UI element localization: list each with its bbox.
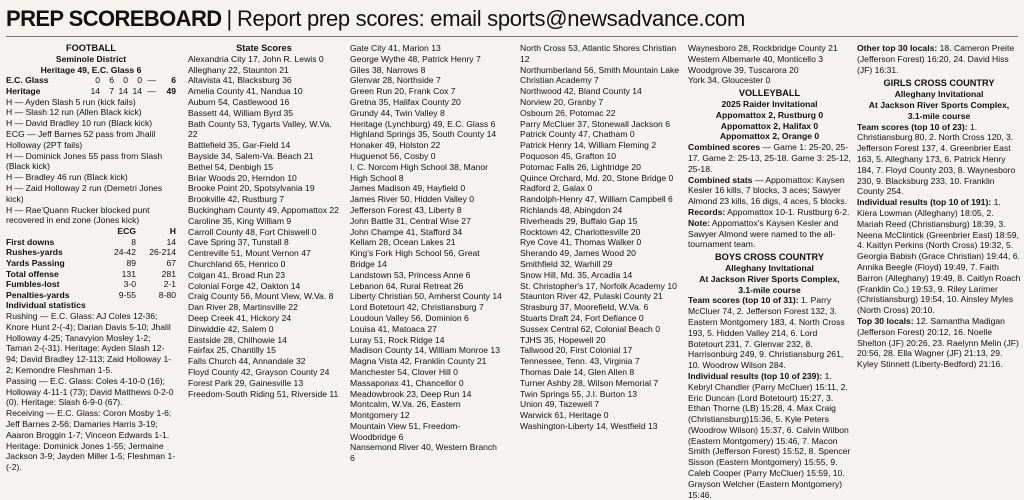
team-stats-row bbox=[6, 290, 176, 301]
score-line: Amelia County 41, Nandua 10 bbox=[188, 86, 303, 97]
score-line: Falls Church 44, Annandale 32 bbox=[188, 356, 306, 367]
linescore-q4: 14 bbox=[132, 85, 142, 96]
team-stats-row bbox=[6, 237, 176, 248]
girls-locals-label: Top 30 locals: bbox=[857, 315, 914, 326]
stat-ecg: 89 bbox=[126, 257, 136, 268]
score-line: Woodgrove 39, Tuscarora 20 bbox=[688, 64, 799, 75]
state-scores-heading: State Scores bbox=[236, 43, 292, 53]
score-line: Craig County 56, Mount View, W.Va. 8 bbox=[188, 291, 334, 302]
linescore-dash: — bbox=[147, 85, 156, 96]
scoring-plays bbox=[6, 97, 176, 227]
stat-label: Yards Passing bbox=[6, 257, 65, 268]
linescore-row bbox=[6, 86, 176, 97]
score-line: Stuarts Draft 24, Fort Defiance 0 bbox=[520, 312, 644, 323]
score-line: Riverheads 29, Buffalo Gap 15 bbox=[520, 215, 638, 226]
stat-ecg: 8 bbox=[131, 236, 136, 247]
volleyball-combined-scores bbox=[688, 142, 851, 174]
score-line: Tallwood 20, First Colonial 17 bbox=[520, 345, 633, 356]
volleyball-event: 2025 Raider Invitational bbox=[721, 98, 818, 109]
stats-header-ecg: ECG bbox=[117, 226, 136, 237]
girls-ind-label: Individual results (top 10 of 191): bbox=[857, 197, 992, 208]
stat-h: 8-80 bbox=[158, 289, 176, 300]
score-line: Thomas Dale 14, Glen Allen 8 bbox=[520, 366, 635, 377]
score-line: Washington-Liberty 14, Westfield 13 bbox=[520, 420, 658, 431]
score-line: Colgan 41, Broad Run 23 bbox=[188, 269, 285, 280]
score-line: Snow Hill, Md. 35, Arcadia 14 bbox=[520, 269, 633, 280]
score-line: Western Albemarle 40, Monticello 3 bbox=[688, 53, 824, 64]
score-line: Forest Park 29, Gainesville 13 bbox=[188, 377, 304, 388]
score-line: Gate City 41, Marion 13 bbox=[350, 43, 441, 53]
score-line: Parry McCluer 37, Stonewall Jackson 6 bbox=[520, 118, 670, 129]
stat-h: 14 bbox=[166, 236, 176, 247]
score-line: Quince Orchard, Md. 20, Stone Bridge 0 bbox=[520, 172, 674, 183]
score-line: Heritage (Lynchburg) 49, E.C. Glass 6 bbox=[350, 118, 496, 129]
score-line: Landstown 53, Princess Anne 6 bbox=[350, 269, 471, 280]
stat-label: Penalties-yards bbox=[6, 289, 70, 300]
volleyball-records bbox=[688, 207, 851, 218]
boys-team-label: Team scores (top 10 of 31): bbox=[688, 295, 799, 306]
girls-ind-text: 1. Kiera Lowman (Alleghany) 18:05, 2. Mariah Reed (Christiansburg) 18:39, 3. Neena McClintick (Greenbrier East) 18:59, 4. Kaitlyn Perkins (North Cross) 19:32, 5. Georgia Babish (Grace Christian) 19:44, 6. Annika Beegle (Floyd) 19:49, 7. Faith Barron (Alleghany) 19:49, 8. Caitlyn Roach (Franklin Co.) 19:53, 9. Riley Larimer (Christiansburg) 19:54, 10. Ainsley Myles (North Cross) 20:10. bbox=[857, 197, 1021, 316]
score-line: Warwick 61, Heritage 0 bbox=[520, 410, 609, 421]
combined-stats-label: Combined stats bbox=[688, 174, 753, 185]
team-stats-row bbox=[6, 247, 176, 258]
stat-h: 281 bbox=[161, 268, 176, 279]
note-label: Note: bbox=[688, 217, 710, 228]
score-line: Floyd County 42, Grayson County 24 bbox=[188, 366, 330, 377]
combined-stats-text: — Appomattox: Kaysen Kesler 16 kills, 7 blocks, 3 aces; Sawyer Almond 23 kills, 16 digs, 4 aces, 5 blocks. bbox=[688, 174, 848, 207]
girls-xc-heading: GIRLS CROSS COUNTRY bbox=[883, 78, 995, 89]
score-line: Highland Springs 35, South County 14 bbox=[350, 129, 497, 140]
column-football bbox=[6, 43, 176, 473]
score-line: Madison County 14, William Monroe 13 bbox=[350, 345, 500, 356]
boys-ind-label: Individual results (top 10 of 239): bbox=[688, 370, 823, 381]
score-line: Lebanon 64, Rural Retreat 26 bbox=[350, 280, 464, 291]
stat-label: First downs bbox=[6, 236, 55, 247]
score-line: Sussex Central 62, Colonial Beach 0 bbox=[520, 323, 660, 334]
score-line: Caroline 35, King William 9 bbox=[188, 215, 292, 226]
girls-team-label: Team scores (top 10 of 23): bbox=[857, 121, 968, 132]
score-line: Louisa 41, Matoaca 27 bbox=[350, 323, 437, 334]
score-line: Auburn 54, Castlewood 16 bbox=[188, 96, 290, 107]
linescore-q1: 0 bbox=[95, 75, 100, 86]
score-line: Tennessee, Tenn. 43, Virginia 7 bbox=[520, 356, 640, 367]
score-line: Carroll County 48, Fort Chiswell 0 bbox=[188, 226, 317, 237]
stat-h: 26-214 bbox=[149, 247, 176, 258]
column-state-scores-a bbox=[188, 43, 340, 431]
score-line: Staunton River 42, Pulaski County 21 bbox=[520, 291, 663, 302]
combined-scores-label: Combined scores bbox=[688, 142, 761, 153]
linescore-q3: 0 bbox=[123, 75, 128, 86]
score-line: Radford 2, Galax 0 bbox=[520, 183, 593, 194]
girls-team-text: 1. Christiansburg 80, 2. North Cross 120, 3. Jefferson Forest 137, 4. Greenbrier East 163, 5. Alleghany 173, 6. Patrick Henry 184, 7. Floyd County 203, 8. Waynesboro 230, 9. Blacksburg 233, 10. Franklin County 254. bbox=[857, 121, 1016, 197]
score-line: Dan River 28, Martinsville 22 bbox=[188, 302, 298, 313]
girls-xc-distance: 3.1-mile course bbox=[907, 110, 971, 121]
score-line: Sherando 49, James Wood 20 bbox=[520, 248, 636, 259]
team-stats-row bbox=[6, 279, 176, 290]
volleyball-combined-stats bbox=[688, 175, 851, 207]
score-line: Massaponax 41, Chancellor 0 bbox=[350, 377, 464, 388]
score-line: Deep Creek 41, Hickory 24 bbox=[188, 312, 292, 323]
score-line: Fairfax 25, Chantilly 15 bbox=[188, 345, 276, 356]
score-line: Centreville 51, Mount Vernon 47 bbox=[188, 248, 311, 259]
score-line: Colonial Forge 42, Oakton 14 bbox=[188, 280, 301, 291]
girls-xc-individual bbox=[857, 197, 1021, 316]
girls-xc-venue: At Jackson River Sports Complex, bbox=[868, 99, 1010, 110]
score-line: Bath County 53, Tygarts Valley, W.Va. 22 bbox=[188, 118, 332, 140]
boys-xc-venue: At Jackson River Sports Complex, bbox=[699, 273, 840, 284]
football-heading: FOOTBALL bbox=[65, 43, 116, 53]
score-line: Battlefield 35, Gar-Field 14 bbox=[188, 140, 291, 151]
state-scores-list-b bbox=[350, 43, 502, 464]
score-line: Honaker 49, Holston 22 bbox=[350, 140, 441, 151]
score-line: Bethel 54, Denbigh 15 bbox=[188, 161, 274, 172]
score-line: Bayside 34, Salem-Va. Beach 21 bbox=[188, 150, 314, 161]
stat-ecg: 24-42 bbox=[114, 247, 136, 258]
masthead-separator: | bbox=[226, 6, 232, 31]
stat-h: 2-1 bbox=[163, 279, 176, 290]
score-line: Rye Cove 41, Thomas Walker 0 bbox=[520, 237, 642, 248]
boys-xc-team-scores bbox=[688, 295, 851, 371]
score-line: Kellam 28, Ocean Lakes 21 bbox=[350, 237, 456, 248]
stat-label: Total offense bbox=[6, 268, 59, 279]
stat-label: Fumbles-lost bbox=[6, 279, 60, 290]
score-line: St. Christopher's 17, Norfolk Academy 10 bbox=[520, 280, 677, 291]
girls-xc-locals bbox=[857, 316, 1021, 370]
score-line: Dinwiddie 42, Salem 0 bbox=[188, 323, 274, 334]
stat-ecg: 131 bbox=[121, 268, 136, 279]
score-line: Twin Springs 55, J.I. Burton 13 bbox=[520, 388, 638, 399]
combined-scores-text: — Game 1: 25-20, 25-17. Game 2: 25-13, 25-18. Game 3: 25-12, 25-18. bbox=[688, 142, 851, 174]
linescore-q4: 0 bbox=[137, 75, 142, 86]
football-linescore bbox=[6, 75, 176, 96]
linescore-team: E.C. Glass bbox=[6, 75, 49, 86]
column-girls-xc bbox=[857, 43, 1021, 431]
score-line: Rocktown 42, Charlottesville 20 bbox=[520, 226, 641, 237]
score-line: Huguenot 56, Cosby 0 bbox=[350, 150, 436, 161]
individual-stats-heading: Individual statistics bbox=[6, 300, 86, 311]
score-line: Nansemond River 40, Western Branch 6 bbox=[350, 442, 497, 464]
score-line: Green Run 20, Frank Cox 7 bbox=[350, 86, 456, 97]
stat-h: 67 bbox=[166, 257, 176, 268]
score-line: Alleghany 22, Staunton 21 bbox=[188, 64, 289, 75]
records-label: Records: bbox=[688, 206, 726, 217]
football-matchup: Heritage 49, E.C. Glass 6 bbox=[40, 64, 142, 75]
girls-xc-team-scores bbox=[857, 122, 1021, 198]
scoring-play: H — Bradley 46 run (Black kick) bbox=[6, 172, 128, 183]
stat-ecg: 9-55 bbox=[118, 289, 136, 300]
score-line: Bassett 44, William Byrd 35 bbox=[188, 107, 294, 118]
score-line: Northumberland 56, Smith Mountain Lake Christian Academy 7 bbox=[520, 64, 680, 86]
boys-team-text: 1. Parry McCluer 74, 2. Jefferson Forest 132, 3. Eastern Montgomery 183, 4. North Cross 193, 5. Hidden Valley 214, 6. Lord Botetourt 231, 7. Glenvar 232, 8. Harrisonburg 249, 9. Christiansburg 261, 10. Woodrow Wilson 284. bbox=[688, 295, 845, 371]
scoring-play: H — David Bradley 10 run (Black kick) bbox=[6, 118, 153, 129]
score-line: Alexandria City 17, John R. Lewis 0 bbox=[188, 53, 324, 64]
linescore-q3: 14 bbox=[118, 85, 128, 96]
score-line: Norview 20, Granby 7 bbox=[520, 96, 604, 107]
score-line: Lord Botetourt 42, Christiansburg 7 bbox=[350, 302, 484, 313]
linescore-q2: 6 bbox=[109, 75, 114, 86]
stat-ecg: 3-0 bbox=[123, 279, 136, 290]
score-line: Loudoun Valley 56, Dominion 6 bbox=[350, 312, 469, 323]
boys-xc-heading: BOYS CROSS COUNTRY bbox=[715, 252, 824, 263]
masthead bbox=[6, 4, 745, 34]
volleyball-result: Appomattox 2, Rustburg 0 bbox=[715, 109, 824, 120]
score-line: North Cross 53, Atlantic Shores Christian 12 bbox=[520, 43, 677, 64]
scoring-play: H — Zaid Holloway 2 run (Demetri Jones kick) bbox=[6, 182, 163, 204]
girls-locals-text: 12. Samantha Madigan (Jefferson Forest) 20:12, 16. Noelle Shelton (JF) 20:26, 23. Raelynn Melin (JF) 20:56, 28. Ella Wagner (JF) 21:13, 29. Kyley Stinnett (Liberty-Bedford) 21:16. bbox=[857, 315, 1019, 370]
linescore-team: Heritage bbox=[6, 85, 41, 96]
linescore-total: 6 bbox=[171, 75, 176, 86]
masthead-title: PREP SCOREBOARD bbox=[6, 6, 222, 31]
score-line: Manchester 54, Clover Hill 0 bbox=[350, 366, 458, 377]
score-line: Luray 51, Rock Ridge 14 bbox=[350, 334, 445, 345]
boys-xc-distance: 3.1-mile course bbox=[738, 284, 801, 295]
column-state-scores-c bbox=[520, 43, 680, 431]
state-scores-list-c bbox=[520, 43, 680, 432]
score-line: James Madison 49, Hayfield 0 bbox=[350, 183, 466, 194]
score-line: Randolph-Henry 47, William Campbell 6 bbox=[520, 194, 673, 205]
score-line: King's Fork High School 56, Great Bridge 14 bbox=[350, 248, 480, 269]
masthead-tagline: Report prep scores: email sports@newsadvance.com bbox=[236, 6, 745, 31]
score-line: Poquoson 45, Grafton 10 bbox=[520, 150, 617, 161]
score-line: Potomac Falls 26, Lightridge 20 bbox=[520, 161, 641, 172]
score-line: James River 50, Hidden Valley 0 bbox=[350, 194, 475, 205]
scoring-play: H — Rae'Quann Rucker blocked punt recovered in end zone (Jones kick) bbox=[6, 204, 150, 226]
linescore-total: 49 bbox=[166, 85, 176, 96]
score-line: Smithfield 32, Warhill 29 bbox=[520, 258, 613, 269]
linescore-q2: 7 bbox=[109, 85, 114, 96]
score-line: John Champe 41, Stafford 34 bbox=[350, 226, 463, 237]
score-line: George Wythe 48, Patrick Henry 7 bbox=[350, 53, 481, 64]
volleyball-result: Appomattox 2, Halifax 0 bbox=[720, 120, 819, 131]
score-line: Altavista 41, Blacksburg 36 bbox=[188, 75, 292, 86]
score-line: Giles 38, Narrows 8 bbox=[350, 64, 426, 75]
score-line: Montcalm, W.Va. 26, Eastern Montgomery 12 bbox=[350, 399, 461, 421]
score-line: Freedom-South Riding 51, Riverside 11 bbox=[188, 388, 339, 399]
boys-xc-event: Alleghany Invitational bbox=[725, 262, 814, 273]
records-text: Appomattox 10-1. Rustburg 6-2. bbox=[725, 206, 850, 217]
boys-ind-text: 1. Kebryl Chandler (Parry McCluer) 15:11, 2. Eric Duncan (Lord Botetourt) 15:27, 3. Ethan Thorne (LB) 15:28, 4. Max Craig (Christiansburg)15:36, 5. Kyle Peters (Woodrow Wilson) 15:37, 6. Calvin Wilbon (Eastern Montgomery) 15:46, 7. Macon Smith (Jefferson Forest) 15:52, 8. Spencer Sisson (Eastern Montgomery) 15:55, 9. Caleb Cooper (Parry McCluer) 15:59, 10. Grayson Welcher (Eastern Montgomery) 15:46. bbox=[688, 370, 851, 500]
volleyball-heading: VOLLEYBALL bbox=[738, 88, 801, 99]
score-line: Gretna 35, Halifax County 20 bbox=[350, 96, 461, 107]
score-line: Brooke Point 20, Spotsylvania 19 bbox=[188, 183, 315, 194]
score-line: Magna Vista 42, Franklin County 21 bbox=[350, 356, 487, 367]
volleyball-note bbox=[688, 218, 851, 250]
team-stats-row bbox=[6, 258, 176, 269]
individual-passing: Passing — E.C. Glass: Coles 4-10-0 (16); Holloway 4-11-1 (73); David Matthews 0-2-0 (0). Heritage: Slash 6-9-0 (67). bbox=[6, 375, 174, 408]
state-scores-list-d bbox=[688, 43, 851, 86]
team-stats-header bbox=[6, 226, 176, 237]
score-line: Jefferson Forest 43, Liberty 8 bbox=[350, 204, 462, 215]
score-line: Churchland 65, Henrico 0 bbox=[188, 258, 286, 269]
score-line: Osbourn 26, Potomac 22 bbox=[520, 107, 616, 118]
team-stats bbox=[6, 226, 176, 300]
team-stats-row bbox=[6, 269, 176, 280]
score-line: Liberty Christian 50, Amherst County 14 bbox=[350, 291, 502, 302]
note-text: Appomattox's Kaysen Kesler and Sawyer Almond were named to the all-tournament team. bbox=[688, 217, 839, 250]
score-line: Brookville 42, Rustburg 7 bbox=[188, 194, 285, 205]
score-line: Meadowbrook 23, Deep Run 14 bbox=[350, 388, 472, 399]
score-line: I. C. Norcom High School 38, Manor High School 8 bbox=[350, 161, 489, 183]
scoring-play: H — Ayden Slash 5 run (kick fails) bbox=[6, 96, 136, 107]
boys-xc-individual bbox=[688, 371, 851, 500]
linescore-q1: 14 bbox=[90, 85, 100, 96]
score-line: Waynesboro 28, Rockbridge County 21 bbox=[688, 43, 838, 53]
stats-header-h: H bbox=[169, 226, 176, 237]
stat-label: Rushes-yards bbox=[6, 247, 63, 258]
individual-rushing: Rushing — E.C. Glass: AJ Coles 12-36; Knore Hunt 2-(-4); Darian Davis 5-10; Jhalil Holloway 4-25; Tanavyion Mosley 1-2; Taman 2-(-31). Heritage: Ayden Slash 12-94; David Bradley 12-113; Zaid Holloway 1-2; Kemondre Fleshman 1-5. bbox=[6, 311, 172, 376]
score-line: Patrick Henry 14, William Fleming 2 bbox=[520, 140, 657, 151]
score-line: Cave Spring 37, Tunstall 8 bbox=[188, 237, 289, 248]
score-line: Patrick County 47, Chatham 0 bbox=[520, 129, 635, 140]
score-line: Briar Woods 20, Herndon 10 bbox=[188, 172, 297, 183]
score-line: Union 49, Tazewell 7 bbox=[520, 399, 600, 410]
column-volleyball-boys-xc bbox=[688, 43, 851, 500]
linescore-dash: — bbox=[147, 75, 156, 86]
masthead-rule bbox=[6, 36, 1018, 37]
column-state-scores-b bbox=[350, 43, 502, 464]
football-district: Seminole District bbox=[55, 53, 127, 64]
score-line: Grundy 44, Twin Valley 8 bbox=[350, 107, 445, 118]
volleyball-result: Appomattox 2, Orange 0 bbox=[719, 131, 820, 142]
individual-receiving: Receiving — E.C. Glass: Coron Mosby 1-6; Jeff Barnes 2-56; Damaries Harris 3-19; Aaaron Broggin 1-7; Vinceon Edwards 1-1. Heritage: Dominick Jones 1-55; Jermaine Jackson 3-9; Jayden Miller 1-5; Fleshman 1-(-2). bbox=[6, 408, 176, 473]
linescore-row bbox=[6, 75, 176, 86]
score-line: Mountain View 51, Freedom-Woodbridge 6 bbox=[350, 420, 461, 442]
boys-xc-other-locals bbox=[857, 43, 1021, 75]
girls-xc-event: Alleghany Invitational bbox=[894, 89, 984, 100]
scoring-play: H — Slash 12 run (Allen Black kick) bbox=[6, 107, 142, 118]
boys-other-label: Other top 30 locals: bbox=[857, 43, 938, 53]
boys-other-text: 18. Cameron Preite (Jefferson Forest) 16:20, 24. David Hiss (JF) 16:31. bbox=[857, 43, 1015, 75]
score-line: Eastside 28, Chilhowie 14 bbox=[188, 334, 287, 345]
score-line: TJHS 35, Hopewell 20 bbox=[520, 334, 606, 345]
score-line: Northwood 42, Bland County 14 bbox=[520, 86, 642, 97]
score-line: Glenvar 28, Northside 7 bbox=[350, 75, 441, 86]
score-line: York 34, Gloucester 0 bbox=[688, 75, 771, 86]
score-line: Strasburg 37, Moorefield, W.Va. 6 bbox=[520, 302, 649, 313]
score-line: Richlands 48, Abingdon 24 bbox=[520, 204, 623, 215]
state-scores-list-a bbox=[188, 54, 340, 400]
scoring-play: ECG — Jeff Barnes 52 pass from Jhalil Holloway (2PT fails) bbox=[6, 128, 156, 150]
score-line: Buckingham County 49, Appomattox 22 bbox=[188, 204, 339, 215]
score-line: Turner Ashby 28, Wilson Memorial 7 bbox=[520, 377, 659, 388]
scoring-play: H — Dominick Jones 55 pass from Slash (Black kick) bbox=[6, 150, 163, 172]
score-line: John Battle 31, Central Wise 27 bbox=[350, 215, 471, 226]
